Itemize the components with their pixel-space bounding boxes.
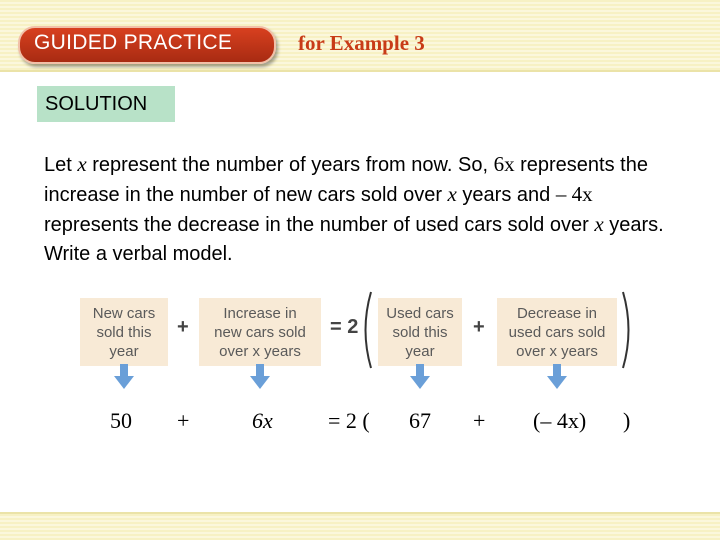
model-box-new-cars xyxy=(80,298,168,366)
equation-close-paren: ) xyxy=(623,408,631,433)
model-line: New cars xyxy=(92,304,156,322)
equation-equals-two: = 2 ( xyxy=(328,408,370,433)
text-segment: represent the number of years from now. So, xyxy=(86,154,494,176)
example-reference: for Example 3 xyxy=(298,31,425,55)
plus-sign: + xyxy=(177,316,189,338)
right-paren-icon xyxy=(620,290,636,370)
variable-x: x xyxy=(77,152,87,176)
variable-x: x xyxy=(447,182,457,206)
equals-two: = 2 xyxy=(330,316,359,338)
model-line: over x years xyxy=(516,342,598,360)
text-segment: years and xyxy=(456,184,556,206)
plus-sign: + xyxy=(473,316,485,338)
down-arrow-icon xyxy=(547,364,567,390)
variable-x: x xyxy=(594,212,604,236)
model-line: year xyxy=(109,342,139,360)
expression-text: 6x xyxy=(493,152,515,176)
text-segment: represents the decrease in the number of used cars sold over xyxy=(44,214,595,236)
expression-6x xyxy=(494,152,515,176)
model-line: year xyxy=(405,342,435,360)
equation-term-6x: 6x xyxy=(252,408,273,433)
down-arrow-icon xyxy=(250,364,270,390)
model-box-decrease xyxy=(497,298,617,366)
solution-label: SOLUTION xyxy=(45,93,148,115)
text-segment: years. Write a verbal model. xyxy=(44,214,664,265)
footer-divider xyxy=(0,512,720,514)
equation-term-67: 67 xyxy=(409,408,431,433)
equation-plus: + xyxy=(177,408,190,433)
model-line: used cars sold xyxy=(508,323,606,341)
model-line: Increase in xyxy=(223,304,297,322)
model-line: new cars sold xyxy=(214,323,306,341)
model-box-used-cars xyxy=(378,298,462,366)
header-divider xyxy=(0,70,720,72)
model-box-increase xyxy=(199,298,321,366)
guided-practice-label: GUIDED PRACTICE xyxy=(34,31,233,54)
model-line: Used cars xyxy=(386,304,454,322)
model-line: sold this xyxy=(96,323,152,341)
down-arrow-icon xyxy=(114,364,134,390)
model-line: over x years xyxy=(219,342,301,360)
left-paren-icon xyxy=(358,290,374,370)
footer-band xyxy=(0,514,720,540)
model-line: sold this xyxy=(392,323,448,341)
text-segment: represents the increase in the number of new cars sold over xyxy=(44,154,648,206)
equation-plus: + xyxy=(473,408,486,433)
equation-term-minus-4x: (– 4x) xyxy=(533,408,587,433)
problem-text xyxy=(44,150,664,269)
equation-term-50: 50 xyxy=(110,408,132,433)
text-segment: Let xyxy=(44,154,78,176)
expression-minus-4x: – 4x xyxy=(555,182,593,206)
down-arrow-icon xyxy=(410,364,430,390)
model-line: Decrease in xyxy=(516,304,598,322)
